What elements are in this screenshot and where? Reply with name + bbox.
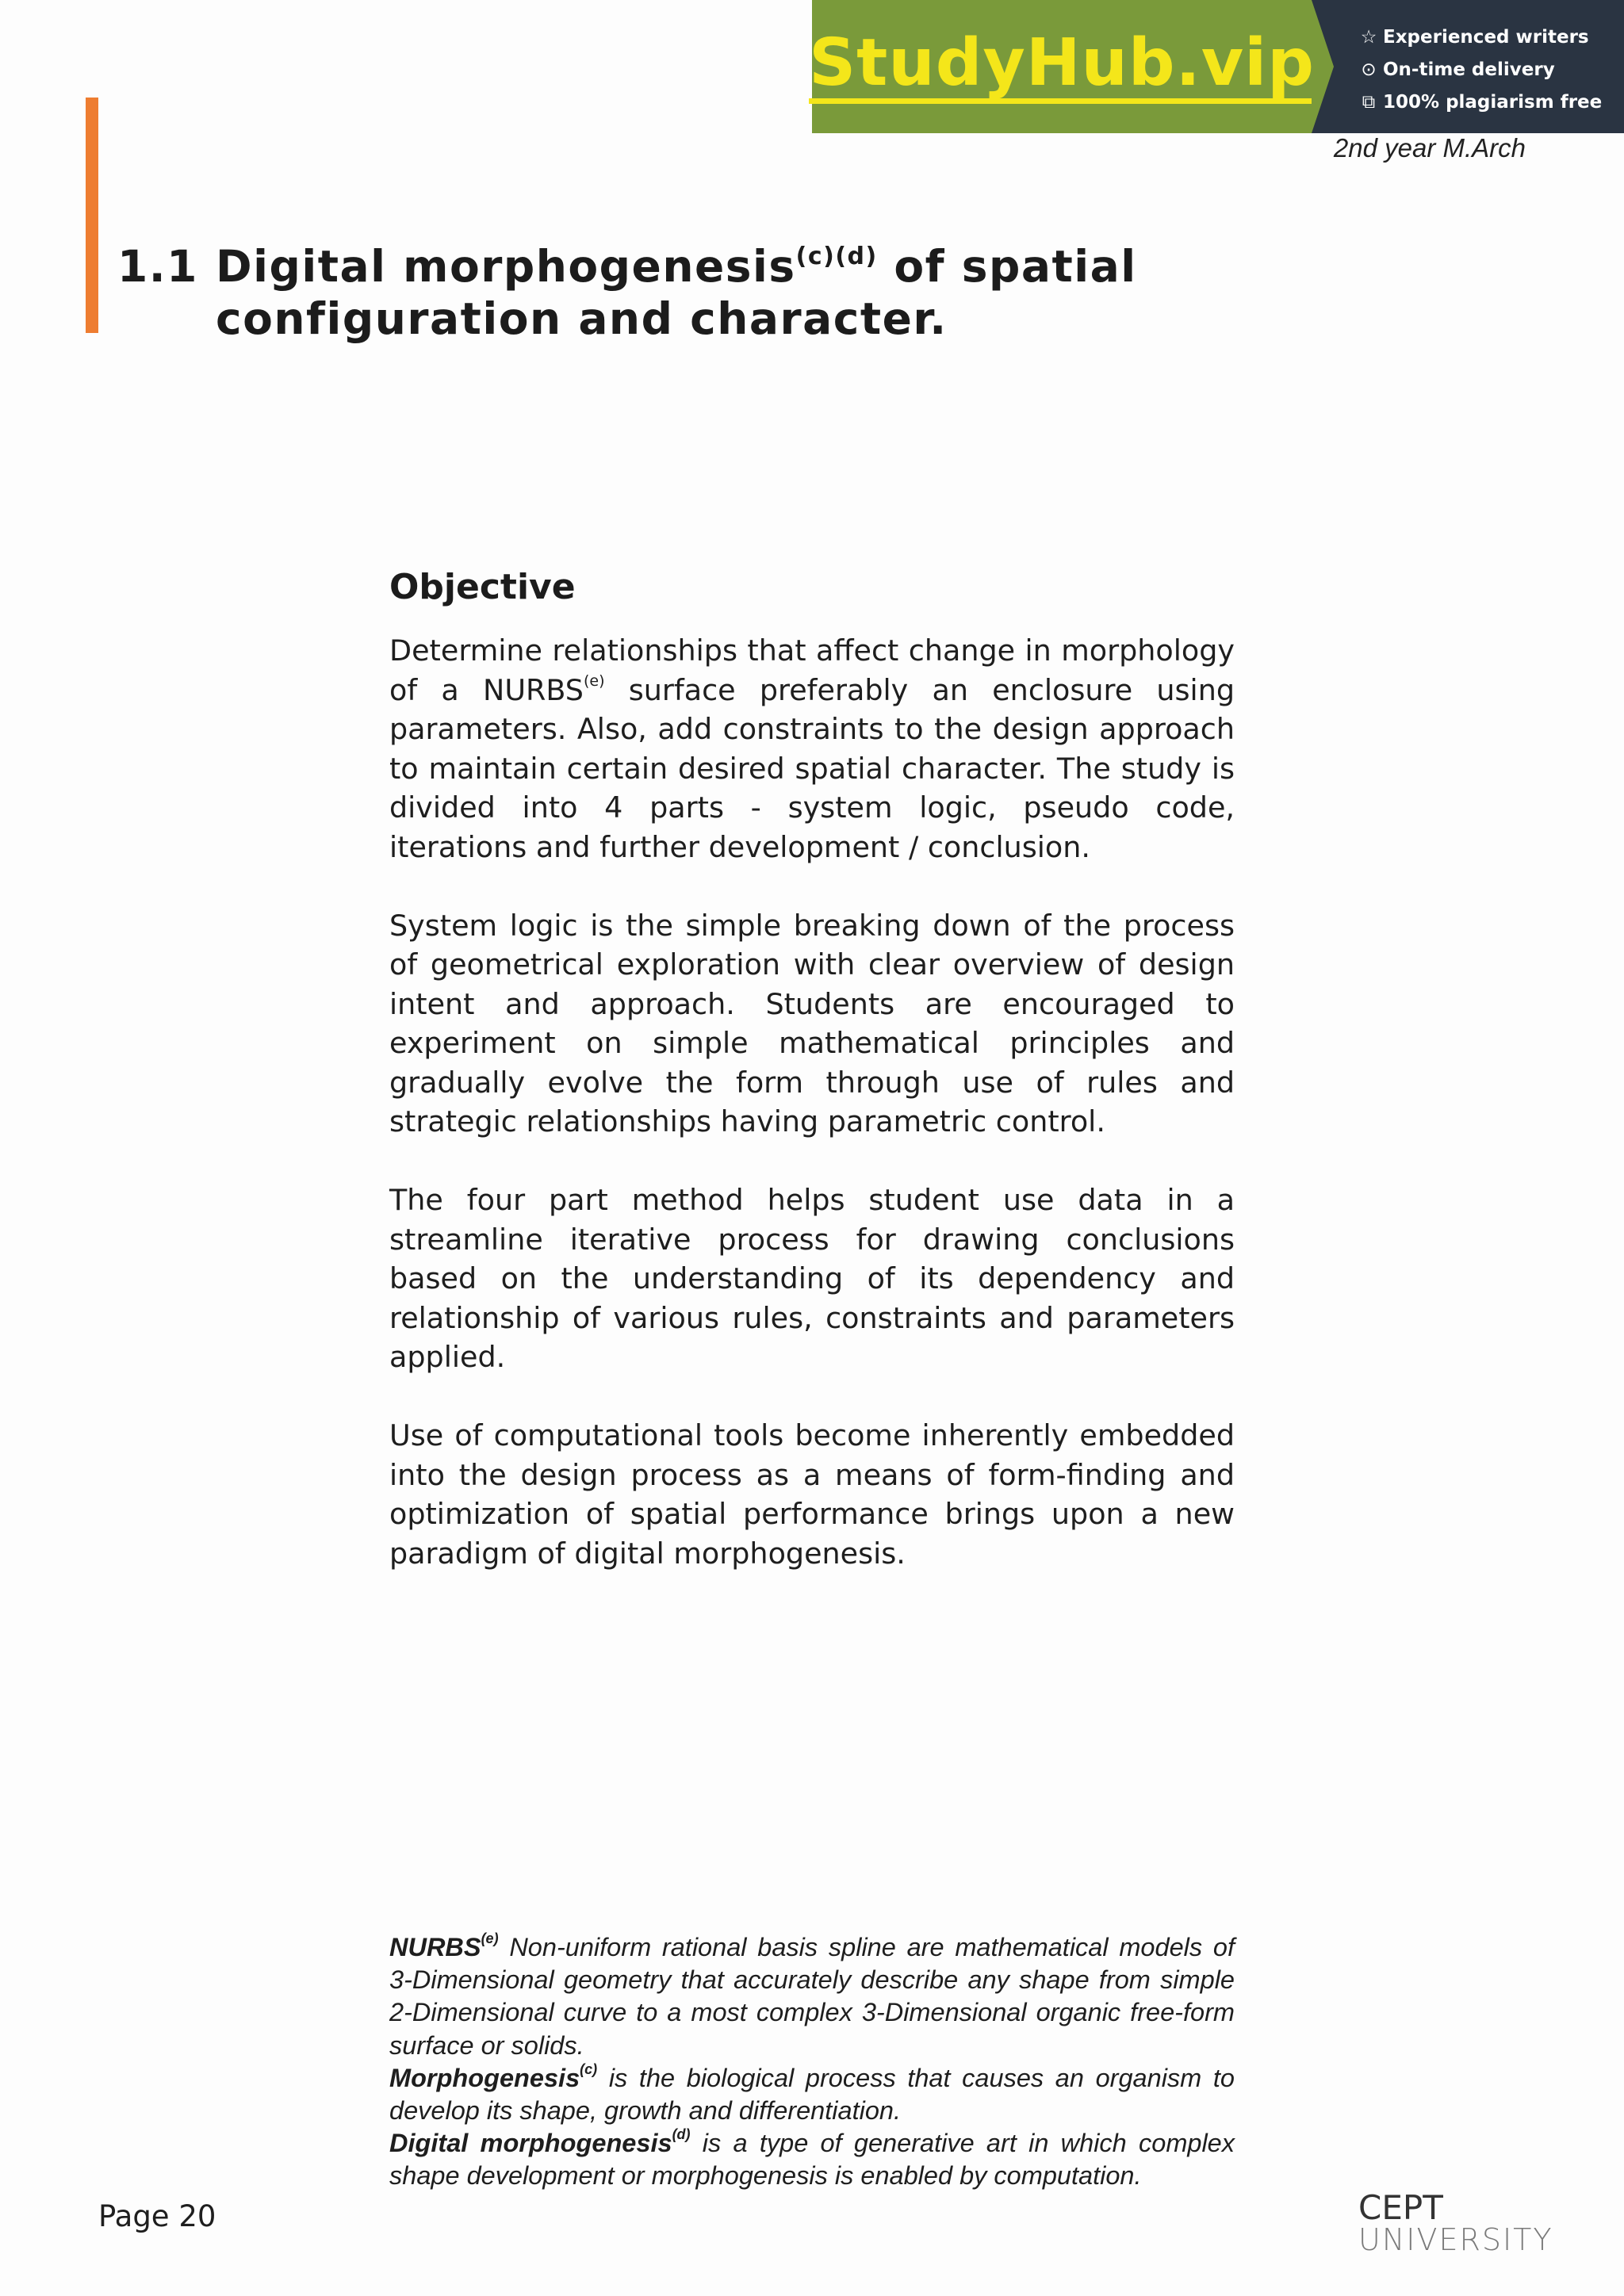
paragraph: System logic is the simple breaking down of the process of geometrical exploration with clear overview of design intent and approach. Students are encouraged to experiment on simple mathematical principles and gradually evolve the form through use of rules and strategic relationships having parametric control. xyxy=(389,908,1235,1138)
objective-section xyxy=(389,561,1235,1613)
perk-item xyxy=(1359,53,1624,86)
footnote-term: Digital morphogenesis xyxy=(389,2129,672,2158)
paragraph: The four part method helps student use data in a streamline iterative process for drawing conclusions based on the understanding of its dependency and relationship of various rules, constraints and parameters applied. xyxy=(389,1183,1235,1374)
perk-label: 100% plagiarism free xyxy=(1383,91,1603,113)
logo-bottom-text: UNIVERSITY xyxy=(1358,2222,1553,2257)
section-title: Digital morphogenesis$^{(c)(d)}$ of spatial configuration and character. xyxy=(216,240,1137,344)
footnote: Morphogenesis$^{(c)}$ is the biological process that causes an organism to develop its shape, growth and differentiation. xyxy=(389,2061,1235,2126)
page-number: Page 20 xyxy=(98,2199,216,2233)
perk-item xyxy=(1359,86,1624,118)
university-logo xyxy=(1358,2188,1553,2257)
footnote-term: NURBS xyxy=(389,1933,481,1961)
footnote-ref: (c)(d) xyxy=(795,242,878,270)
perks-list xyxy=(1312,0,1624,133)
section-number: 1.1 xyxy=(117,240,198,292)
perk-item xyxy=(1359,21,1624,53)
footnote: NURBS$^{(e)}$ Non-uniform rational basis spline are mathematical models of 3-Dimensional geometry that accurately describe any shape from simple 2-Dimensional curve to a most complex 3-Dimensional organic free-form surface or solids. xyxy=(389,1931,1235,2060)
paragraph: Determine relationships that affect change in morphology of a NURBS$^{(e)}$ surface preferably an enclosure using parameters. Also, add constraints to the design approach to maintain certain desired spatial character. The study is divided into 4 parts - system logic, pseudo code, iterations and further development / conclusion. xyxy=(389,633,1235,864)
perk-label: Experienced writers xyxy=(1383,26,1589,48)
document-label: 2nd year M.Arch xyxy=(1333,133,1526,163)
logo-top-text: CEPT xyxy=(1358,2188,1443,2227)
copy-icon: ⧉ xyxy=(1362,91,1376,113)
brand-logo[interactable] xyxy=(809,0,1315,133)
footnote-ref: (e) xyxy=(583,672,605,690)
clock-icon: ⊙ xyxy=(1361,59,1377,80)
footnote: Digital morphogenesis$^{(d)}$ is a type of generative art in which complex shape development or morphogenesis is enabled by computation. xyxy=(389,2126,1235,2191)
ad-banner[interactable] xyxy=(809,0,1624,133)
section-heading xyxy=(117,240,1497,345)
footnote-term: Morphogenesis xyxy=(389,2063,580,2092)
objective-title: Objective xyxy=(389,567,576,607)
perk-label: On-time delivery xyxy=(1383,59,1555,80)
accent-bar xyxy=(86,98,98,333)
star-icon: ☆ xyxy=(1360,26,1377,48)
footnotes xyxy=(389,1931,1235,2193)
brand-name: StudyHub.vip xyxy=(809,29,1315,103)
paragraph: Use of computational tools become inherently embedded into the design process as a means of form-finding and optimization of spatial performance brings upon a new paradigm of digital morphogenesis. xyxy=(389,1418,1235,1571)
